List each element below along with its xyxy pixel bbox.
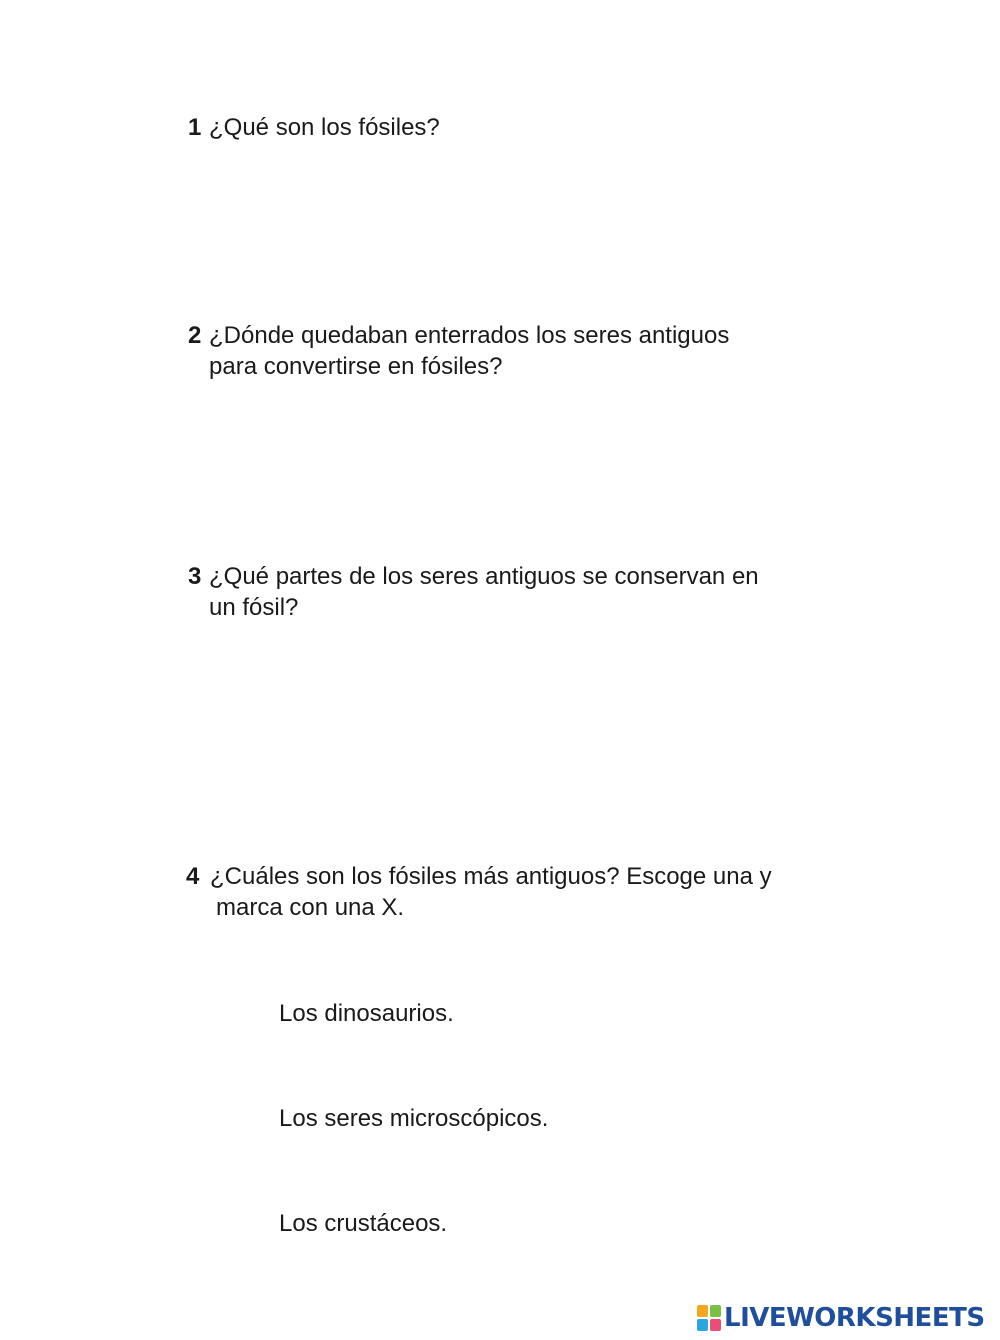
question-text: para convertirse en fósiles? [209,353,503,380]
liveworksheets-brand [697,1303,985,1333]
question-text: ¿Dónde quedaban enterrados los seres antiguos [209,322,730,349]
question-text: marca con una X. [216,894,405,921]
liveworksheets-logo-icon [697,1305,721,1331]
question-1 [188,112,440,143]
question-number: 1 [188,114,202,141]
answer-option-dinosaurios[interactable]: Los dinosaurios. [279,1000,454,1027]
question-4 [186,861,772,923]
question-number: 4 [186,863,200,890]
answer-option-microscopicos[interactable]: Los seres microscópicos. [279,1105,549,1132]
answer-option-crustaceos[interactable]: Los crustáceos. [279,1210,448,1237]
brand-wordmark: LIVEWORKSHEETS [724,1303,985,1333]
question-number: 3 [188,563,202,590]
question-text: un fósil? [209,594,299,621]
question-2 [188,320,729,382]
question-text: ¿Qué son los fósiles? [209,114,440,141]
question-text: ¿Qué partes de los seres antiguos se conservan en [209,563,759,590]
question-3 [188,561,759,623]
question-number: 2 [188,322,202,349]
question-text: ¿Cuáles son los fósiles más antiguos? Escoge una y [210,863,772,890]
